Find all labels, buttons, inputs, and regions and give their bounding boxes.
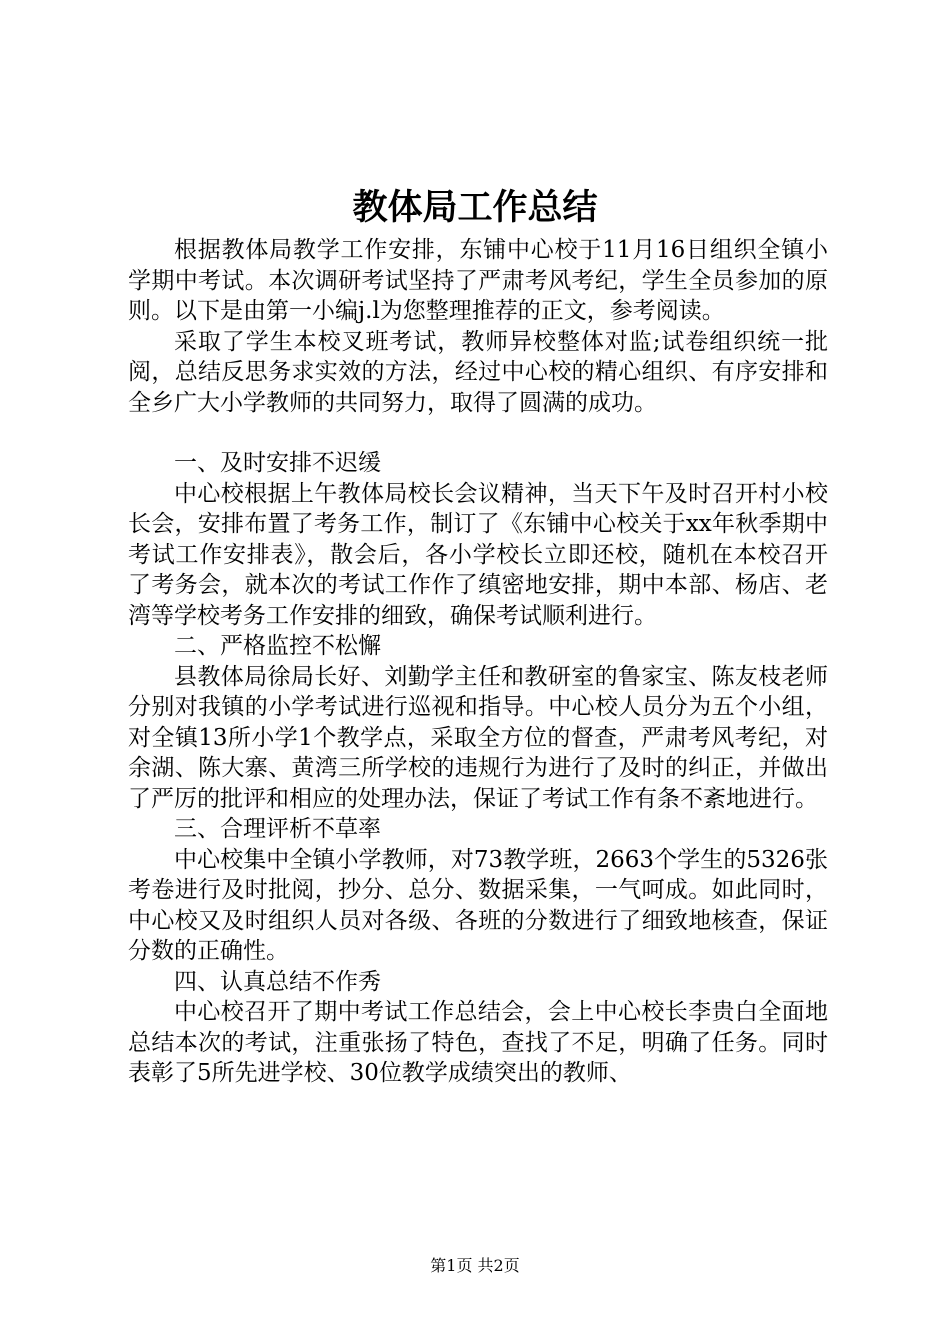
document-body [128, 235, 828, 1089]
document-title: 教体局工作总结 [352, 187, 598, 228]
method-paragraph: 采取了学生本校叉班考试，教师异校整体对监;试卷组织统一批阅，总结反思务求实效的方法，经过中心校的精心组织、有序安排和全乡广大小学教师的共同努力，取得了圆满的成功。 [128, 328, 828, 416]
section-paragraph-3: 中心校集中全镇小学教师，对73教学班，2663个学生的5326张考卷进行及时批阅，抄分、总分、数据采集，一气呵成。如此同时，中心校又及时组织人员对各级、各班的分数进行了细致地核查，保证分数的正确性。 [128, 846, 828, 964]
section-paragraph-2: 县教体局徐局长好、刘勤学主任和教研室的鲁家宝、陈友枝老师分别对我镇的小学考试进行巡视和指导。中心校人员分为五个小组，对全镇13所小学1个教学点，采取全方位的督查，严肃考风考纪，对余湖、陈大寨、黄湾三所学校的违规行为进行了及时的纠正，并做出了严厉的批评和相应的处理办法，保证了考试工作有条不紊地进行。 [128, 663, 828, 812]
page-number-footer: 第1页 共2页 [430, 1256, 520, 1275]
section-paragraph-1: 中心校根据上午教体局校长会议精神，当天下午及时召开村小校长会，安排布置了考务工作，制订了《东铺中心校关于xx年秋季期中考试工作安排表》，散会后，各小学校长立即还校，随机在本校召开了考务会，就本次的考试工作作了缜密地安排，期中本部、杨店、老湾等学校考务工作安排的细致，确保考试顺利进行。 [128, 480, 828, 629]
section-heading-3: 三、合理评析不草率 [174, 816, 381, 842]
intro-paragraph: 根据教体局教学工作安排，东铺中心校于11月16日组织全镇小学期中考试。本次调研考试坚持了严肃考风考纪，学生全员参加的原则。以下是由第一小编j.l为您整理推荐的正文，参考阅读。 [128, 237, 828, 324]
section-heading-2: 二、严格监控不松懈 [174, 633, 381, 659]
section-paragraph-4: 中心校召开了期中考试工作总结会，会上中心校长李贵白全面地总结本次的考试，注重张扬了特色，查找了不足，明确了任务。同时表彰了5所先进学校、30位教学成绩突出的教师、 [128, 999, 828, 1086]
section-heading-4: 四、认真总结不作秀 [174, 968, 381, 995]
section-heading-1: 一、及时安排不迟缓 [174, 450, 381, 476]
